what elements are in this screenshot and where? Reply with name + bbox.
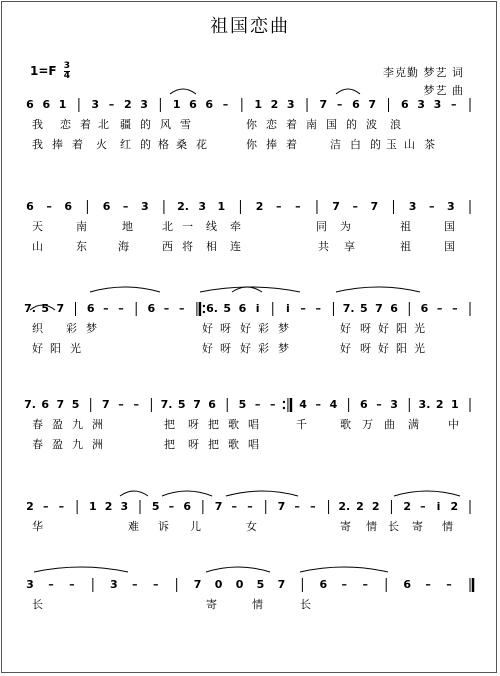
song-title: 祖国恋曲 bbox=[210, 16, 290, 37]
note: 3 bbox=[417, 98, 425, 111]
note: – bbox=[300, 302, 306, 315]
note: 4 bbox=[329, 398, 338, 411]
note: 1 bbox=[89, 500, 97, 513]
lyric-verse1: 为 bbox=[340, 220, 351, 233]
note: 2 bbox=[26, 500, 34, 513]
note: – bbox=[352, 200, 358, 213]
slur bbox=[200, 287, 300, 292]
note: 3 bbox=[198, 200, 207, 213]
lyric-verse1: 万 bbox=[362, 418, 373, 431]
lyric-verse2: 盈 bbox=[52, 438, 63, 451]
lyric-verse1: 长 bbox=[32, 598, 43, 611]
note: – bbox=[222, 98, 229, 111]
note: 7 bbox=[368, 98, 377, 111]
note: 7 bbox=[319, 98, 328, 111]
note: 2 bbox=[403, 500, 411, 513]
note: – bbox=[452, 302, 458, 315]
note: 1 bbox=[450, 398, 459, 411]
lyric-verse2: 格 bbox=[158, 138, 169, 151]
note: 6 bbox=[238, 302, 247, 315]
note: 5 bbox=[177, 398, 186, 411]
note: – bbox=[376, 398, 382, 411]
note: 6 bbox=[400, 98, 409, 111]
lyric-verse1: 春 bbox=[32, 418, 43, 431]
slur bbox=[170, 89, 196, 94]
lyric-verse2: 国 bbox=[444, 240, 455, 253]
lyric-verse2: 捧 bbox=[52, 138, 63, 151]
lyric-verse1: 着 bbox=[80, 118, 91, 131]
lyric-verse2: 洁 bbox=[330, 138, 341, 151]
note: 7 bbox=[370, 200, 379, 213]
slur bbox=[300, 567, 388, 572]
lyric-verse2: 海 bbox=[118, 240, 129, 253]
note: 3 bbox=[447, 200, 455, 213]
lyric-verse1: 中 bbox=[448, 418, 459, 431]
lyric-verse1: 阳 bbox=[396, 322, 407, 335]
note: 2 bbox=[435, 398, 444, 411]
lyric-verse2: 红 bbox=[120, 138, 131, 151]
note: – bbox=[341, 578, 348, 591]
note: 6 bbox=[403, 578, 411, 591]
note: – bbox=[133, 398, 139, 411]
note: – bbox=[247, 500, 253, 513]
lyric-verse2: 山 bbox=[32, 240, 43, 253]
note: – bbox=[48, 578, 54, 591]
lyric-verse1: 恋 bbox=[266, 118, 277, 131]
note: 3 bbox=[408, 200, 417, 213]
lyric-verse2: 的 bbox=[370, 138, 381, 151]
lyric-verse2: 着 bbox=[72, 138, 83, 151]
note: 3. bbox=[418, 398, 431, 411]
lyric-verse2: 玉 bbox=[386, 138, 397, 151]
note: 6 bbox=[208, 398, 216, 411]
lyric-verse2: 梦 bbox=[278, 342, 289, 355]
lyric-verse2: 洲 bbox=[92, 438, 103, 451]
lyric-verse1: 九 bbox=[72, 418, 83, 431]
lyric-verse1: 地 bbox=[122, 220, 133, 233]
note: – bbox=[178, 302, 185, 315]
note: 7 bbox=[193, 578, 202, 591]
note: 2. bbox=[177, 200, 189, 213]
lyric-verse2: 把 bbox=[208, 438, 219, 451]
lyric-verse2: 享 bbox=[344, 240, 355, 253]
time-sig-bottom: 4 bbox=[63, 71, 71, 81]
lyric-verse2: 阳 bbox=[50, 342, 61, 355]
lyric-verse2: 相 bbox=[206, 240, 217, 253]
note: – bbox=[168, 500, 175, 513]
lyric-verse1: 风 bbox=[160, 118, 171, 131]
lyric-verse1: 洲 bbox=[92, 418, 103, 431]
note: 7 bbox=[332, 200, 340, 213]
lyric-verse2: 你 bbox=[246, 138, 257, 151]
lyricist-credit: 李克勤 梦艺 词 bbox=[383, 66, 464, 79]
note: 5 bbox=[71, 398, 80, 411]
lyric-verse2: 好 bbox=[202, 342, 213, 355]
lyric-verse1: 雪 bbox=[180, 118, 191, 131]
note: – bbox=[103, 302, 109, 315]
lyric-verse2: 白 bbox=[350, 138, 361, 151]
lyric-verse1: 满 bbox=[408, 418, 419, 431]
lyric-verse2: 西 bbox=[162, 240, 173, 253]
note: 0 bbox=[235, 578, 244, 591]
note: – bbox=[122, 200, 129, 213]
lyric-verse1: 儿 bbox=[190, 520, 201, 533]
lyric-verse2: 歌 bbox=[228, 438, 239, 451]
note: – bbox=[428, 200, 435, 213]
note: 1 bbox=[58, 98, 67, 111]
note: – bbox=[152, 578, 159, 591]
lyric-verse1: 好 bbox=[240, 322, 251, 335]
note: – bbox=[450, 98, 457, 111]
lyric-verse1: 疆 bbox=[120, 118, 131, 131]
lyric-verse2: 连 bbox=[230, 240, 241, 253]
time-sig-top: 3 bbox=[63, 61, 71, 71]
note: 7. bbox=[342, 302, 355, 315]
note: 6 bbox=[42, 98, 51, 111]
slur bbox=[206, 567, 270, 572]
lyric-verse2: 火 bbox=[96, 138, 107, 151]
note: – bbox=[69, 578, 75, 591]
lyric-verse1: 盈 bbox=[52, 418, 63, 431]
note: 2 bbox=[255, 200, 264, 213]
repeat-dot bbox=[203, 305, 205, 307]
lyric-verse1: 梦 bbox=[86, 322, 97, 335]
lyric-verse2: 着 bbox=[286, 138, 297, 151]
lyric-verse2: 好 bbox=[240, 342, 251, 355]
note: – bbox=[336, 98, 343, 111]
lyric-verse1: 天 bbox=[32, 220, 43, 233]
lyric-verse2: 九 bbox=[72, 438, 83, 451]
note: 1 bbox=[172, 98, 181, 111]
note: 2 bbox=[371, 500, 380, 513]
note: 2 bbox=[123, 98, 132, 111]
slur bbox=[120, 491, 148, 496]
note: – bbox=[270, 398, 276, 411]
note: 3 bbox=[91, 98, 100, 111]
lyric-verse1: 情 bbox=[252, 598, 263, 611]
lyric-verse1: 北 bbox=[162, 220, 173, 233]
lyric-verse2: 呀 bbox=[188, 438, 199, 451]
note: 6 bbox=[205, 98, 214, 111]
note: 6 bbox=[352, 98, 360, 111]
note: 6 bbox=[41, 398, 50, 411]
slur bbox=[336, 89, 360, 94]
lyric-verse2: 彩 bbox=[258, 342, 269, 355]
lyric-verse1: 难 bbox=[128, 520, 139, 533]
note: 2. bbox=[338, 500, 351, 513]
lyric-verse1: 祖 bbox=[400, 220, 411, 233]
note: 3 bbox=[120, 500, 129, 513]
lyric-verse2: 我 bbox=[32, 138, 43, 151]
lyric-verse1: 线 bbox=[206, 220, 217, 233]
note: 1 bbox=[217, 200, 226, 213]
lyric-verse1: 彩 bbox=[258, 322, 269, 335]
note: 2 bbox=[450, 500, 459, 513]
lyric-verse1: 歌 bbox=[340, 418, 351, 431]
note: 6 bbox=[420, 302, 429, 315]
note: i bbox=[286, 302, 290, 315]
lyric-verse2: 阳 bbox=[396, 342, 407, 355]
lyric-verse1: 呀 bbox=[220, 322, 231, 335]
note: 2 bbox=[356, 500, 364, 513]
lyric-verse1: 曲 bbox=[384, 418, 395, 431]
lyric-verse2: 捧 bbox=[266, 138, 277, 151]
lyric-verse1: 长 bbox=[300, 598, 311, 611]
lyric-verse1: 呀 bbox=[360, 322, 371, 335]
lyric-verse1: 把 bbox=[164, 418, 175, 431]
lyric-verse1: 同 bbox=[316, 220, 327, 233]
note: – bbox=[108, 98, 115, 111]
lyric-verse1: 牵 bbox=[230, 220, 241, 233]
lyric-verse1: 长 bbox=[388, 520, 399, 533]
repeat-dot bbox=[283, 401, 285, 403]
note: i bbox=[255, 302, 260, 315]
lyric-verse2: 的 bbox=[140, 138, 151, 151]
lyric-verse1: 诉 bbox=[158, 520, 169, 533]
note: 6 bbox=[183, 500, 191, 513]
note: – bbox=[132, 578, 138, 591]
note: 6 bbox=[189, 98, 197, 111]
note: 7 bbox=[277, 578, 286, 591]
lyric-verse2: 桑 bbox=[176, 138, 187, 151]
note: – bbox=[163, 302, 170, 315]
note: – bbox=[425, 578, 431, 591]
lyric-verse1: 寄 bbox=[412, 520, 423, 533]
lyric-verse1: 的 bbox=[140, 118, 151, 131]
note: – bbox=[46, 200, 52, 213]
lyric-verse2: 东 bbox=[76, 240, 87, 253]
note: 3 bbox=[286, 98, 295, 111]
note: 6 bbox=[26, 98, 34, 111]
slur bbox=[90, 287, 160, 292]
note: 6. bbox=[206, 302, 218, 315]
lyric-verse1: 我 bbox=[32, 118, 43, 131]
note: 7. bbox=[24, 398, 36, 411]
slur bbox=[336, 287, 420, 292]
note: 3 bbox=[390, 398, 398, 411]
lyric-verse2: 呀 bbox=[360, 342, 371, 355]
lyric-verse1: 华 bbox=[32, 520, 43, 533]
note: 6 bbox=[64, 200, 73, 213]
lyric-verse1: 波 bbox=[366, 118, 377, 131]
lyric-verse1: 光 bbox=[414, 322, 425, 335]
note: 7 bbox=[56, 302, 65, 315]
note: – bbox=[294, 500, 300, 513]
note: 6 bbox=[147, 302, 156, 315]
note: 7 bbox=[277, 500, 286, 513]
note: 7 bbox=[214, 500, 223, 513]
note: 5 bbox=[256, 578, 265, 591]
lyric-verse1: 呀 bbox=[188, 418, 199, 431]
note: 6 bbox=[102, 200, 111, 213]
note: 3 bbox=[109, 578, 118, 591]
note: 4 bbox=[299, 398, 307, 411]
note: 7 bbox=[102, 398, 110, 411]
lyric-verse2: 春 bbox=[32, 438, 43, 451]
note: 6 bbox=[390, 302, 398, 315]
note: – bbox=[231, 500, 238, 513]
lyric-verse2: 茶 bbox=[424, 138, 435, 151]
lyric-verse1: 浪 bbox=[390, 118, 401, 131]
lyric-verse1: 好 bbox=[340, 322, 351, 335]
note: 7 bbox=[56, 398, 65, 411]
lyric-verse1: 寄 bbox=[206, 598, 217, 611]
note: 7 bbox=[375, 302, 383, 315]
repeat-dot bbox=[283, 407, 285, 409]
note: 2 bbox=[104, 500, 113, 513]
note: 6 bbox=[319, 578, 328, 591]
note: – bbox=[295, 200, 301, 213]
note: 5 bbox=[41, 302, 50, 315]
key-label: 1=F bbox=[30, 64, 57, 78]
lyric-verse1: 着 bbox=[286, 118, 297, 131]
note: 0 bbox=[214, 578, 223, 591]
lyric-verse1: 南 bbox=[306, 118, 317, 131]
note: – bbox=[254, 398, 261, 411]
lyric-verse1: 国 bbox=[326, 118, 337, 131]
lyric-verse2: 将 bbox=[182, 240, 193, 253]
slur bbox=[162, 491, 212, 496]
slur bbox=[394, 491, 460, 496]
lyric-verse2: 花 bbox=[196, 138, 207, 151]
lyric-verse1: 歌 bbox=[228, 418, 239, 431]
note: 3 bbox=[140, 98, 148, 111]
note: – bbox=[58, 500, 65, 513]
lyric-verse2: 祖 bbox=[400, 240, 411, 253]
note: – bbox=[446, 578, 452, 591]
note: – bbox=[310, 500, 316, 513]
lyric-verse2: 光 bbox=[414, 342, 425, 355]
note: 5 bbox=[238, 398, 247, 411]
lyric-verse1: 女 bbox=[246, 520, 257, 533]
note: 2 bbox=[270, 98, 279, 111]
repeat-dot bbox=[203, 311, 205, 313]
note: 3 bbox=[26, 578, 34, 591]
lyric-verse1: 梦 bbox=[278, 322, 289, 335]
composer-credit: 梦艺 曲 bbox=[423, 84, 464, 97]
note: 7 bbox=[193, 398, 201, 411]
note: 5 bbox=[359, 302, 368, 315]
lyric-verse1: 寄 bbox=[340, 520, 351, 533]
lyric-verse1: 彩 bbox=[66, 322, 77, 335]
note: 5 bbox=[223, 302, 232, 315]
lyric-verse2: 共 bbox=[318, 240, 329, 253]
slur bbox=[226, 491, 298, 496]
lyric-verse2: 山 bbox=[404, 138, 415, 151]
note: 1 bbox=[254, 98, 262, 111]
note: 6 bbox=[86, 302, 95, 315]
lyric-verse1: 唱 bbox=[248, 418, 259, 431]
note: 7. bbox=[24, 302, 36, 315]
lyric-verse1: 南 bbox=[76, 220, 87, 233]
lyric-verse1: 织 bbox=[32, 322, 43, 335]
note: – bbox=[436, 302, 443, 315]
lyric-verse1: 恋 bbox=[60, 118, 71, 131]
note: – bbox=[315, 302, 322, 315]
lyric-verse2: 好 bbox=[340, 342, 351, 355]
lyric-verse2: 光 bbox=[70, 342, 81, 355]
note: – bbox=[315, 398, 322, 411]
note: 5 bbox=[151, 500, 160, 513]
note: – bbox=[118, 398, 124, 411]
lyric-verse2: 呀 bbox=[220, 342, 231, 355]
note: i bbox=[436, 500, 441, 513]
lyric-verse1: 情 bbox=[366, 520, 377, 533]
lyric-verse1: 北 bbox=[98, 118, 109, 131]
lyric-verse2: 把 bbox=[164, 438, 175, 451]
lyric-verse2: 唱 bbox=[248, 438, 259, 451]
note: 3 bbox=[433, 98, 442, 111]
note: 7. bbox=[160, 398, 173, 411]
note: 6 bbox=[26, 200, 34, 213]
note: 6 bbox=[359, 398, 368, 411]
lyric-verse1: 把 bbox=[208, 418, 219, 431]
lyric-verse2: 好 bbox=[378, 342, 389, 355]
lyric-verse2: 好 bbox=[32, 342, 43, 355]
lyric-verse1: 千 bbox=[296, 418, 307, 431]
lyric-verse1: 好 bbox=[202, 322, 213, 335]
slur bbox=[34, 567, 128, 572]
lyric-verse1: 一 bbox=[182, 220, 193, 233]
lyric-verse1: 情 bbox=[442, 520, 453, 533]
note: 3 bbox=[140, 200, 149, 213]
lyric-verse1: 的 bbox=[346, 118, 357, 131]
lyric-verse1: 你 bbox=[246, 118, 257, 131]
lyric-verse1: 国 bbox=[444, 220, 455, 233]
lyric-verse1: 好 bbox=[378, 322, 389, 335]
note: – bbox=[118, 302, 124, 315]
note: – bbox=[420, 500, 426, 513]
note: – bbox=[275, 200, 282, 213]
note: – bbox=[362, 578, 368, 591]
note: – bbox=[42, 500, 49, 513]
